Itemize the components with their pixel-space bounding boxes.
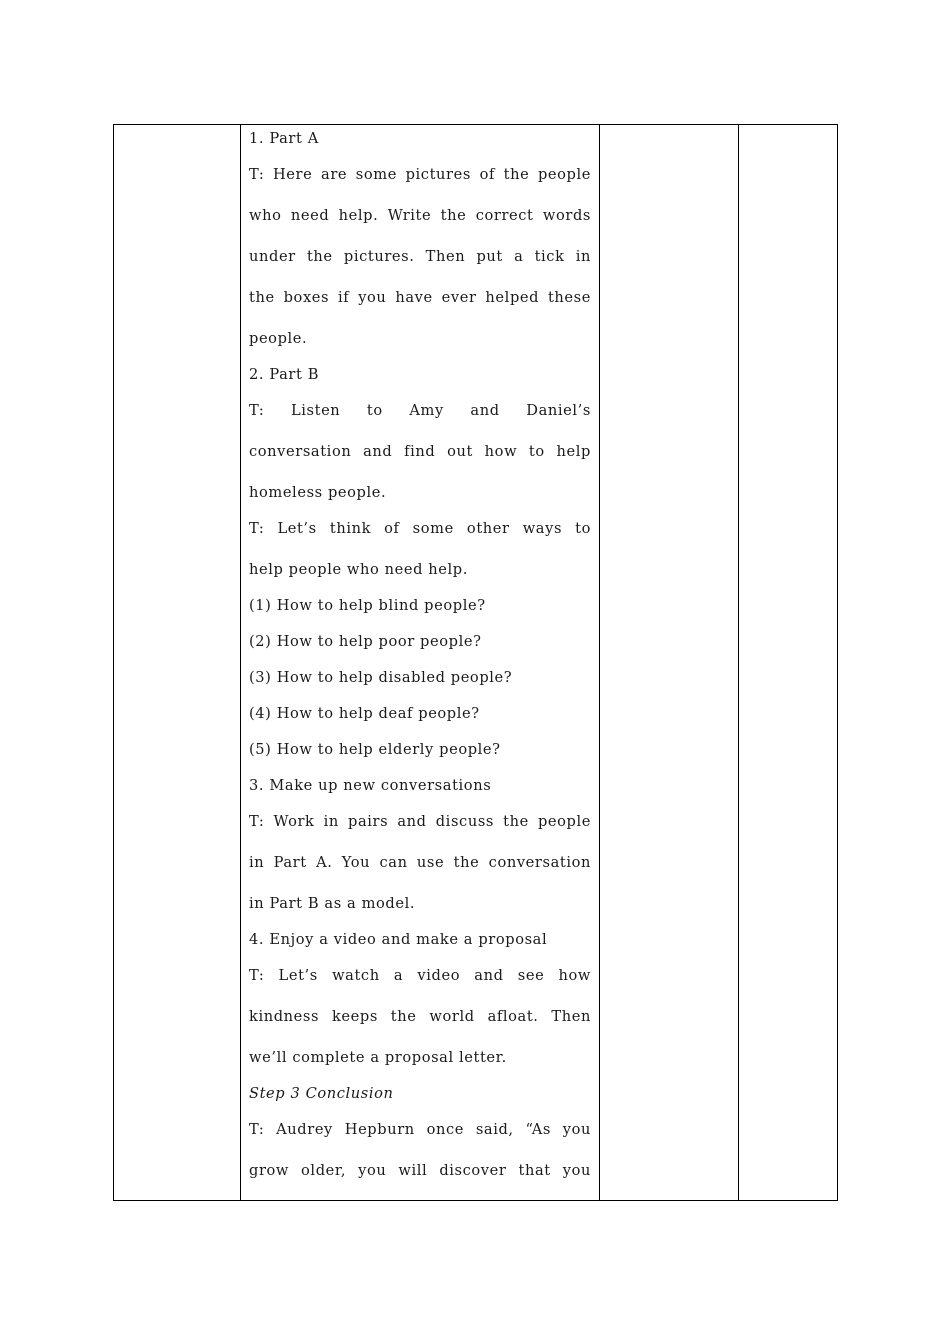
text-line: who need help. Write the correct words — [249, 207, 591, 224]
teaching-procedure-cell — [241, 125, 600, 1201]
notes-cell — [739, 125, 838, 1201]
text-line: T: Listen to Amy and Daniel’s — [249, 402, 591, 419]
text-line: T: Here are some pictures of the people — [249, 166, 591, 183]
text-line: homeless people. — [249, 484, 387, 501]
text-line: (5) How to help elderly people? — [249, 741, 501, 758]
text-line: people. — [249, 330, 308, 347]
text-line: kindness keeps the world afloat. Then — [249, 1008, 591, 1025]
left-empty-cell — [114, 125, 241, 1201]
text-line: in Part A. You can use the conversation — [249, 854, 591, 871]
text-line: in Part B as a model. — [249, 895, 416, 912]
text-line: T: Audrey Hepburn once said, “As you — [249, 1121, 591, 1138]
text-line: T: Let’s watch a video and see how — [249, 967, 591, 984]
text-line: the boxes if you have ever helped these — [249, 289, 591, 306]
text-line: 4. Enjoy a video and make a proposal — [249, 931, 548, 948]
text-line: grow older, you will discover that you — [249, 1162, 591, 1179]
text-line: help people who need help. — [249, 561, 468, 578]
text-line: 3. Make up new conversations — [249, 777, 492, 794]
text-line: (4) How to help deaf people? — [249, 705, 480, 722]
text-line: conversation and find out how to help — [249, 443, 591, 460]
text-line: we’ll complete a proposal letter. — [249, 1049, 507, 1066]
text-line: (3) How to help disabled people? — [249, 669, 513, 686]
text-line: T: Work in pairs and discuss the people — [249, 813, 591, 830]
table-row — [114, 125, 838, 1201]
text-line: Step 3 Conclusion — [249, 1085, 394, 1102]
text-line: (2) How to help poor people? — [249, 633, 482, 650]
text-line: T: Let’s think of some other ways to — [249, 520, 591, 537]
text-line: 2. Part B — [249, 366, 320, 383]
lesson-plan-table — [113, 124, 838, 1201]
teaching-procedure-text — [241, 125, 599, 1200]
text-line: (1) How to help blind people? — [249, 597, 486, 614]
text-line: under the pictures. Then put a tick in — [249, 248, 591, 265]
text-line: 1. Part A — [249, 130, 319, 147]
student-activity-cell — [600, 125, 739, 1201]
